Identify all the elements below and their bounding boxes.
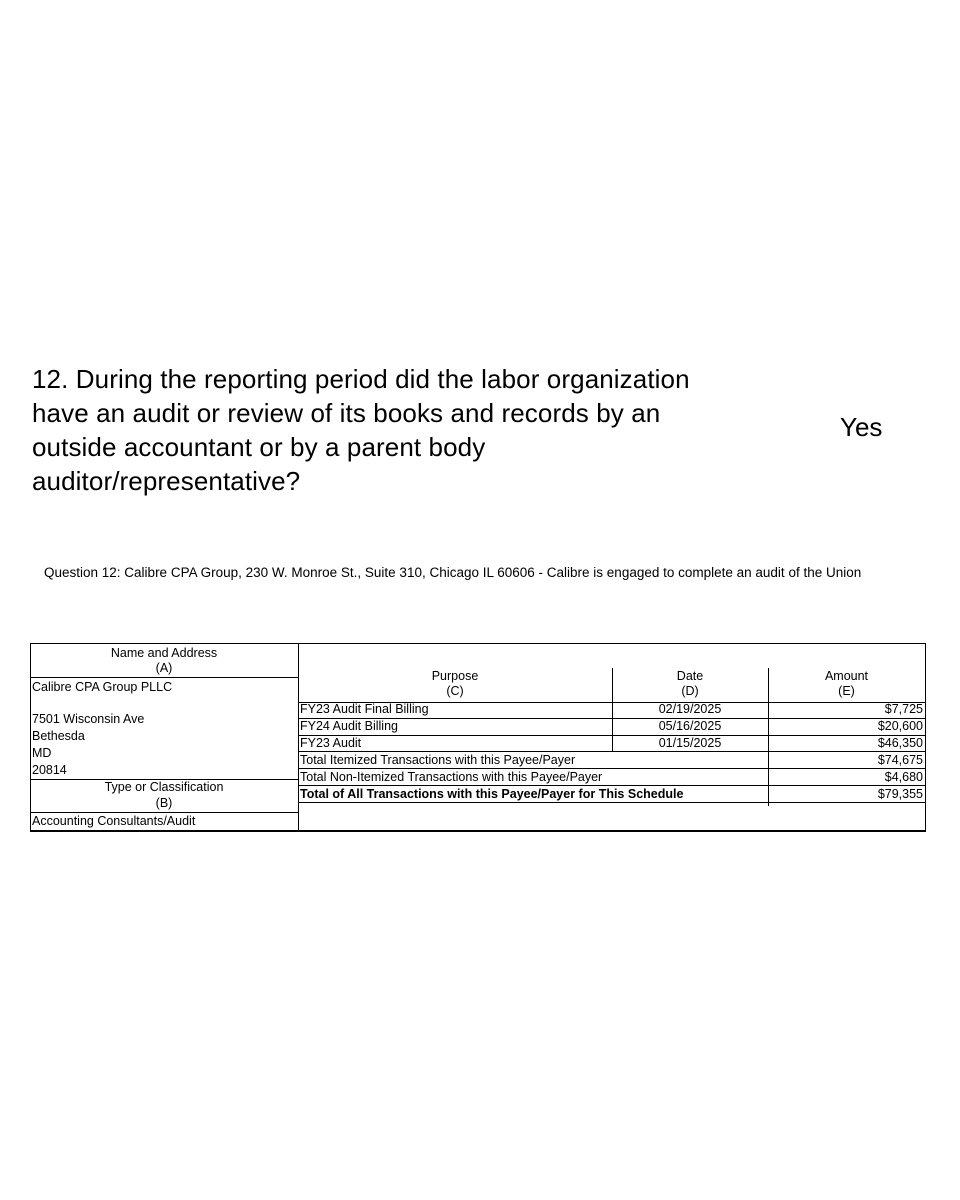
total-itemized-label: Total Itemized Transactions with this Payee/Payer	[300, 753, 576, 767]
transaction-amount: $20,600	[877, 719, 923, 733]
total-non-itemized-amount: $4,680	[884, 770, 923, 784]
name-code: (A)	[155, 661, 173, 675]
purpose-header: Purpose	[431, 669, 479, 683]
total-itemized-amount: $74,675	[877, 753, 923, 767]
transaction-date: 01/15/2025	[658, 736, 722, 750]
purpose-code: (C)	[446, 684, 464, 698]
question-12-answer: Yes	[840, 412, 883, 442]
date-header: Date	[676, 669, 704, 683]
total-non-itemized-label: Total Non-Itemized Transactions with this Payee/Payer	[300, 770, 603, 784]
type-header-underline	[30, 812, 298, 813]
question-line: outside accountant or by a parent body	[32, 432, 486, 462]
name-header-underline	[30, 677, 298, 678]
address-line: MD	[32, 746, 52, 760]
address-line: Bethesda	[32, 729, 85, 743]
payee-schedule-table	[30, 643, 926, 832]
amount-code: (E)	[838, 684, 855, 698]
transaction-date: 02/19/2025	[658, 702, 722, 716]
type-value: Accounting Consultants/Audit	[32, 814, 196, 828]
transaction-date: 05/16/2025	[658, 719, 722, 733]
name-header: Name and Address	[110, 646, 218, 660]
border-right	[925, 644, 926, 830]
address-line: 20814	[32, 763, 67, 777]
transaction-purpose: FY24 Audit Billing	[300, 719, 398, 733]
question-line: 12. During the reporting period did the labor organization	[32, 364, 690, 394]
question-line: auditor/representative?	[32, 466, 301, 496]
question-line: have an audit or review of its books and records by an	[32, 398, 661, 428]
question-12-text	[32, 362, 772, 498]
type-header: Type or Classification	[104, 780, 224, 794]
date-code: (D)	[681, 684, 699, 698]
transaction-purpose: FY23 Audit	[300, 736, 362, 750]
row-line	[298, 768, 925, 769]
question-12-note: Question 12: Calibre CPA Group, 230 W. Monroe St., Suite 310, Chicago IL 60606 - Calibre is engaged to complete an audit of the Union	[44, 565, 862, 580]
row-line	[298, 802, 925, 803]
transaction-amount: $7,725	[884, 702, 923, 716]
row-line	[298, 785, 925, 786]
payee-name: Calibre CPA Group PLLC	[32, 680, 173, 694]
transaction-purpose: FY23 Audit Final Billing	[300, 702, 429, 716]
type-code: (B)	[155, 796, 173, 810]
total-all-label: Total of All Transactions with this Payee/Payer for This Schedule	[300, 787, 684, 801]
transaction-amount: $46,350	[877, 736, 923, 750]
row-line	[298, 751, 925, 752]
total-all-amount: $79,355	[877, 787, 923, 801]
amount-header: Amount	[824, 669, 869, 683]
address-line: 7501 Wisconsin Ave	[32, 712, 145, 726]
